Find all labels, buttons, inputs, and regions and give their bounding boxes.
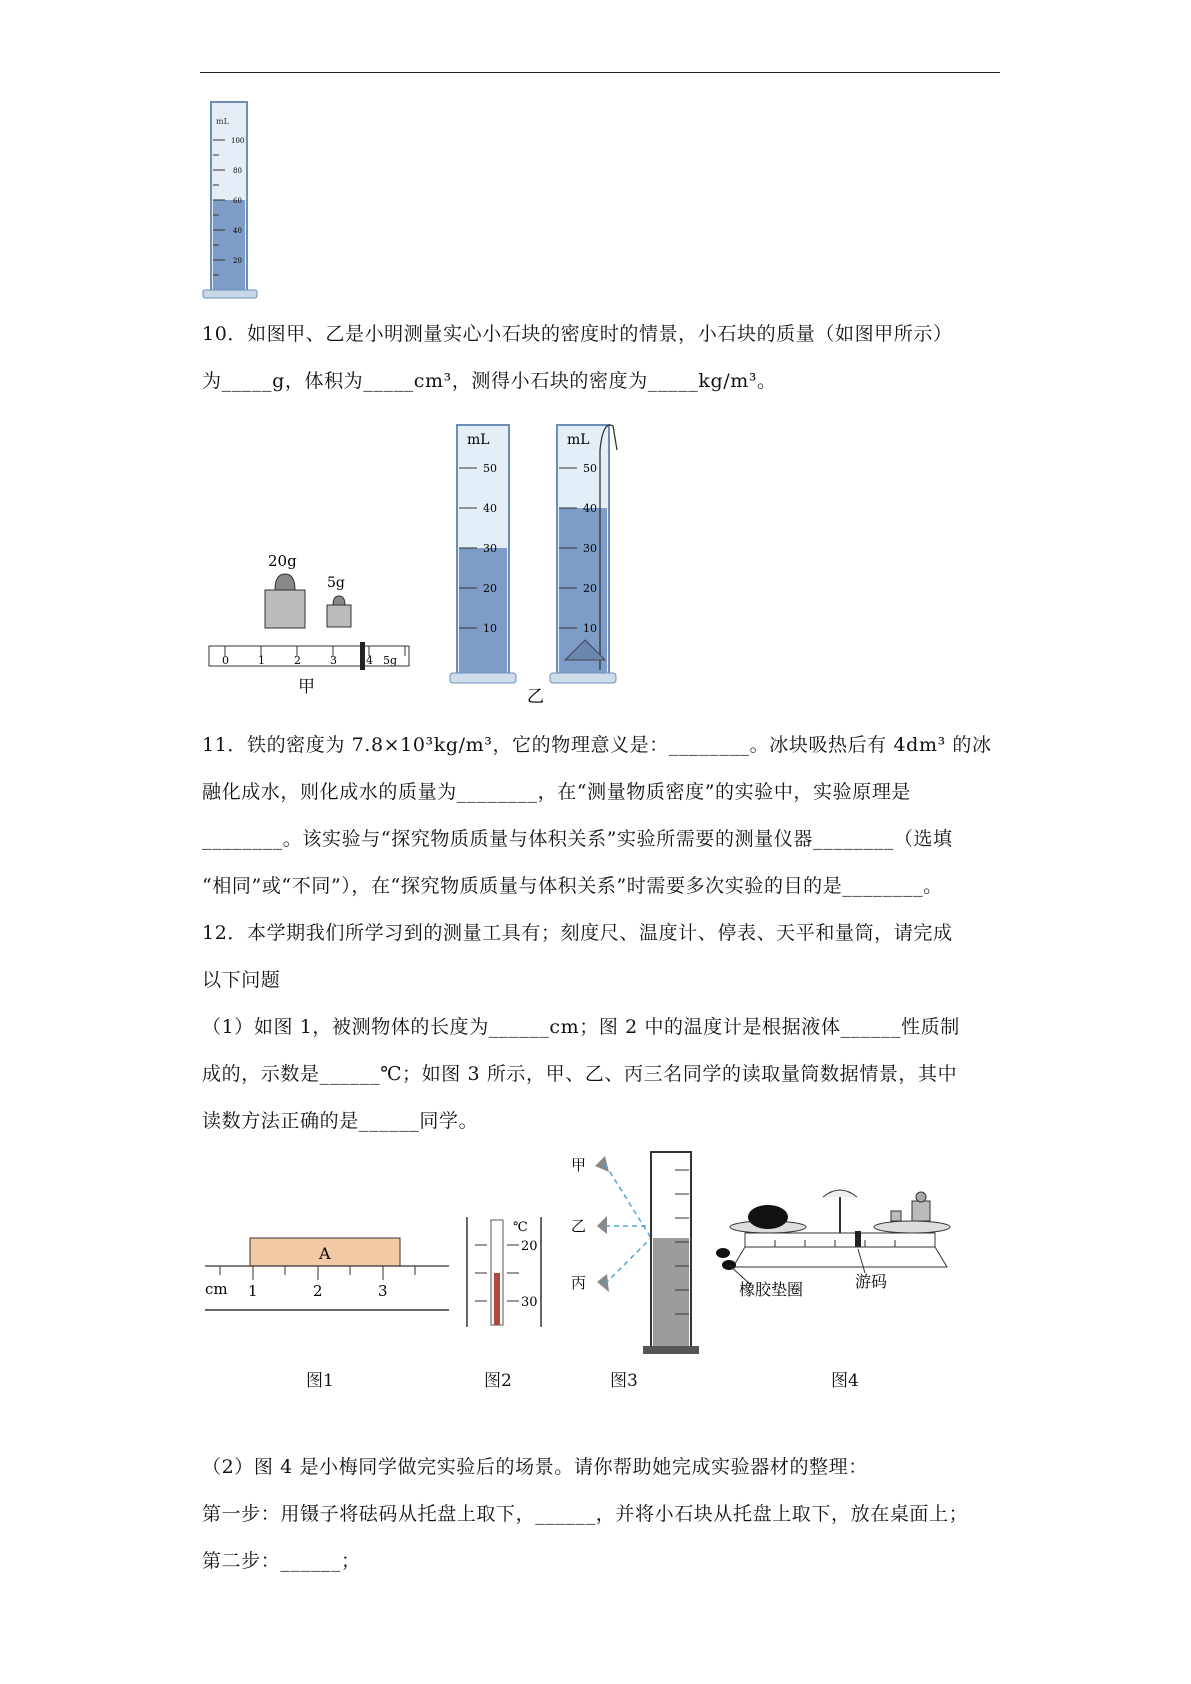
q12-line5: 读数方法正确的是______同学。 bbox=[202, 1110, 479, 1132]
svg-text:乙: 乙 bbox=[527, 687, 544, 707]
q12-step1: 第一步：用镊子将砝码从托盘上取下，______，并将小石块从托盘上取下，放在桌面上； bbox=[202, 1503, 969, 1525]
q11-line1: 11．铁的密度为 7.8×10³kg/m³，它的物理意义是：________。冰块吸热后有 4dm³ 的冰 bbox=[202, 734, 992, 756]
svg-text:3: 3 bbox=[378, 1282, 388, 1300]
svg-text:℃: ℃ bbox=[513, 1220, 528, 1235]
svg-text:0: 0 bbox=[222, 654, 229, 667]
svg-text:10: 10 bbox=[483, 622, 497, 635]
caption-fig3: 图3 bbox=[610, 1371, 638, 1391]
q12-line2: 以下问题 bbox=[202, 969, 281, 991]
caption-fig1: 图1 bbox=[306, 1371, 334, 1391]
svg-text:2: 2 bbox=[294, 654, 301, 667]
svg-text:2: 2 bbox=[313, 1282, 323, 1300]
fig3-cylinder-reading bbox=[565, 1150, 705, 1360]
svg-text:游码: 游码 bbox=[855, 1272, 888, 1291]
fig1-ruler bbox=[203, 1230, 453, 1320]
svg-text:乙: 乙 bbox=[571, 1217, 587, 1235]
svg-text:丙: 丙 bbox=[571, 1274, 587, 1292]
svg-text:5g: 5g bbox=[383, 654, 398, 667]
svg-text:20: 20 bbox=[583, 582, 597, 595]
svg-text:40: 40 bbox=[583, 502, 597, 515]
svg-text:4: 4 bbox=[366, 654, 373, 667]
svg-text:80: 80 bbox=[233, 167, 242, 175]
q12-step2: 第二步：______； bbox=[202, 1550, 361, 1572]
q10-line2: 为_____g，体积为_____cm³，测得小石块的密度为_____kg/m³。 bbox=[202, 370, 777, 392]
q10-figure-jia bbox=[205, 548, 420, 698]
svg-text:1: 1 bbox=[248, 1282, 258, 1300]
svg-text:20: 20 bbox=[233, 257, 242, 265]
fig4-balance bbox=[715, 1185, 965, 1305]
caption-fig2: 图2 bbox=[484, 1371, 512, 1391]
q11-line3: ________。该实验与“探究物质质量与体积关系”实验所需要的测量仪器________（选填 bbox=[202, 828, 953, 850]
svg-text:A: A bbox=[319, 1244, 331, 1263]
q10-line1: 10．如图甲、乙是小明测量实心小石块的密度时的情景，小石块的质量（如图甲所示） bbox=[202, 323, 953, 345]
svg-text:60: 60 bbox=[233, 197, 242, 205]
svg-text:20g: 20g bbox=[268, 552, 297, 570]
q10-figure-yi bbox=[445, 420, 635, 710]
svg-text:40: 40 bbox=[233, 227, 242, 235]
svg-text:3: 3 bbox=[330, 654, 337, 667]
svg-text:50: 50 bbox=[583, 462, 597, 475]
svg-text:mL: mL bbox=[567, 432, 590, 448]
svg-text:1: 1 bbox=[258, 654, 265, 667]
q11-line4: “相同”或“不同”），在“探究物质质量与体积关系”时需要多次实验的目的是________。 bbox=[202, 875, 943, 897]
svg-text:mL: mL bbox=[467, 432, 490, 448]
svg-text:30: 30 bbox=[483, 542, 497, 555]
fig2-thermometer bbox=[463, 1215, 548, 1330]
caption-fig4: 图4 bbox=[831, 1371, 859, 1391]
svg-text:mL: mL bbox=[216, 117, 229, 126]
svg-text:橡胶垫圈: 橡胶垫圈 bbox=[739, 1280, 804, 1299]
svg-text:甲: 甲 bbox=[298, 677, 315, 697]
svg-text:30: 30 bbox=[583, 542, 597, 555]
q12-line1: 12．本学期我们所学习到的测量工具有；刻度尺、温度计、停表、天平和量筒，请完成 bbox=[202, 922, 953, 944]
svg-text:甲: 甲 bbox=[571, 1156, 587, 1174]
q12-part2: （2）图 4 是小梅同学做完实验后的场景。请你帮助她完成实验器材的整理： bbox=[202, 1456, 868, 1478]
svg-text:20: 20 bbox=[483, 582, 497, 595]
svg-text:10: 10 bbox=[583, 622, 597, 635]
q11-line2: 融化成水，则化成水的质量为________，在“测量物质密度”的实验中，实验原理是 bbox=[202, 781, 912, 803]
svg-text:50: 50 bbox=[483, 462, 497, 475]
svg-text:30: 30 bbox=[521, 1295, 538, 1310]
header-rule bbox=[200, 72, 1000, 73]
svg-text:cm: cm bbox=[205, 1280, 228, 1298]
svg-text:20: 20 bbox=[521, 1239, 538, 1254]
top-graduated-cylinder bbox=[203, 100, 263, 300]
svg-text:40: 40 bbox=[483, 502, 497, 515]
q12-line4: 成的，示数是______℃；如图 3 所示，甲、乙、丙三名同学的读取量筒数据情景，其中 bbox=[202, 1063, 958, 1085]
q12-line3: （1）如图 1，被测物体的长度为______cm；图 2 中的温度计是根据液体______性质制 bbox=[202, 1016, 960, 1038]
svg-text:100: 100 bbox=[231, 137, 245, 145]
svg-text:5g: 5g bbox=[327, 575, 345, 591]
